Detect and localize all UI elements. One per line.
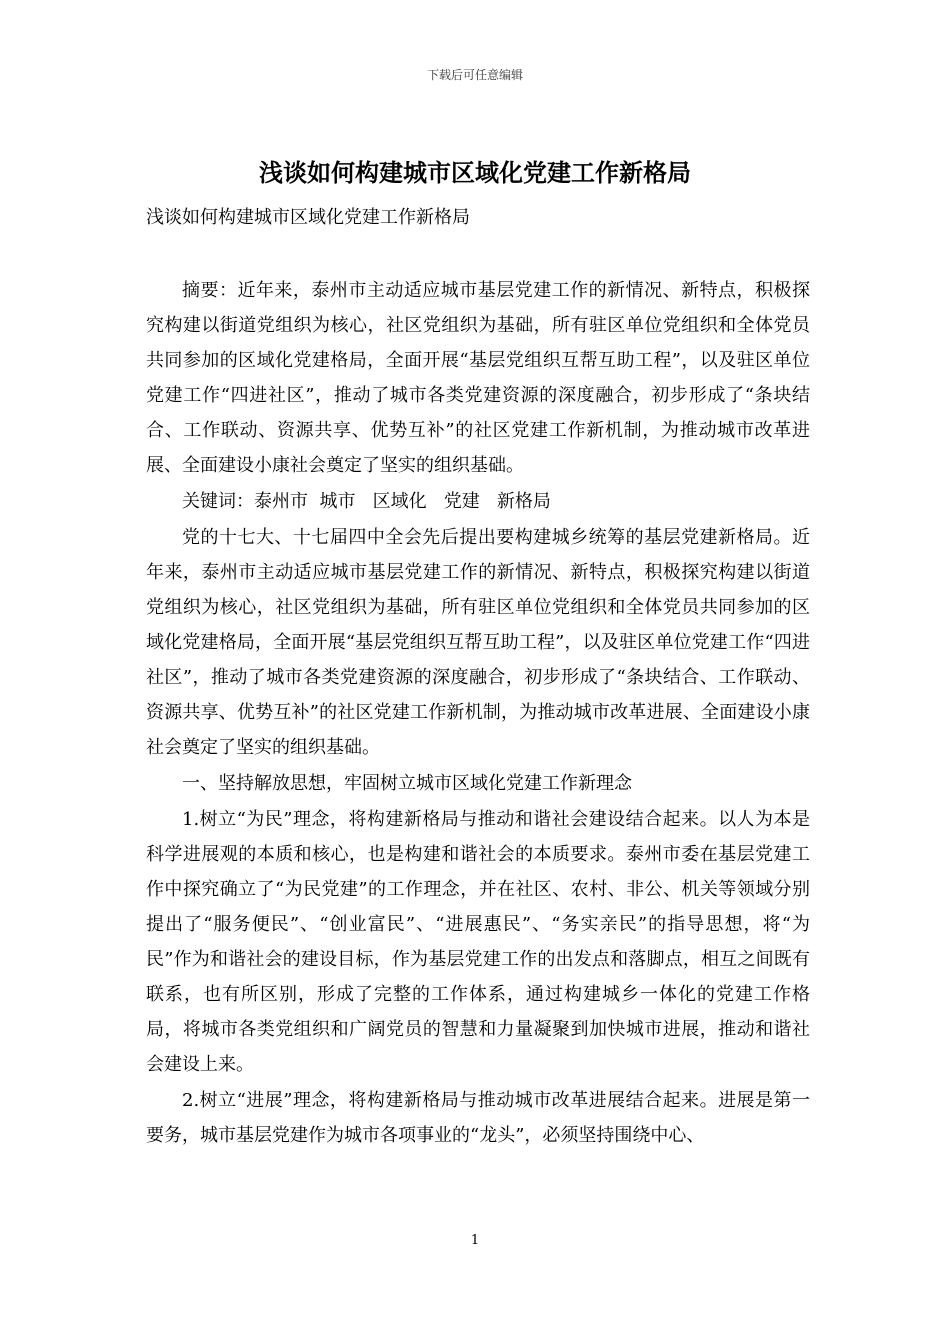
page-number: 1 xyxy=(470,1233,480,1248)
section-heading: 一、坚持解放思想，牢固树立城市区域化党建工作新理念 xyxy=(182,773,632,794)
keywords-paragraph: 关键词：泰州市 城市 区域化 党建 新格局 xyxy=(182,491,551,512)
intro-paragraph: 党的十七大、十七届四中全会先后提出要构建城乡统筹的基层党建新格局。近年来，泰州市主动适应城市基层党建工作的新情况、新特点，积极探究构建以街道党组织为核心，社区党组织为基础，所有驻区单位党组织和全体党员共同参加的区域化党建格局，全面开展“基层党组织互帮互助工程”，以及驻区单位党建工作“四进社区”，推动了城市各类党建资源的深度融合，初步形成了“条块结合、工作联动、资源共享、优势互补”的社区党建工作新机制，为推动城市改革进展、全面建设小康社会奠定了坚实的组织基础。 xyxy=(146,527,810,758)
body-paragraph: 2.树立“进展”理念，将构建新格局与推动城市改革进展结合起来。进展是第一要务，城市基层党建作为城市各项事业的“龙头”，必须坚持围绕中心、 xyxy=(146,1090,810,1146)
document-subtitle: 浅谈如何构建城市区域化党建工作新格局 xyxy=(146,207,470,228)
abstract-paragraph: 摘要：近年来，泰州市主动适应城市基层党建工作的新情况、新特点，积极探究构建以街道党组织为核心，社区党组织为基础，所有驻区单位党组织和全体党员共同参加的区域化党建格局，全面开展“基层党组织互帮互助工程”，以及驻区单位党建工作“四进社区”，推动了城市各类党建资源的深度融合，初步形成了“条块结合、工作联动、资源共享、优势互补”的社区党建工作新机制，为推动城市改革进展、全面建设小康社会奠定了坚实的组织基础。 xyxy=(146,280,810,476)
document-body xyxy=(146,273,810,1154)
document-title: 浅谈如何构建城市区域化党建工作新格局 xyxy=(259,158,691,187)
header-note: 下载后可任意编辑 xyxy=(426,68,523,82)
body-paragraph: 1.树立“为民”理念，将构建新格局与推动和谐社会建设结合起来。以人为本是科学进展观的本质和核心，也是构建和谐社会的本质要求。泰州市委在基层党建工作中探究确立了“为民党建”的工作理念，并在社区、农村、非公、机关等领域分别提出了“服务便民”、“创业富民”、“进展惠民”、“务实亲民”的指导思想，将“为民”作为和谐社会的建设目标，作为基层党建工作的出发点和落脚点，相互之间既有联系，也有所区别，形成了完整的工作体系，通过构建城乡一体化的党建工作格局，将城市各类党组织和广阔党员的智慧和力量凝聚到加快城市进展，推动和谐社会建设上来。 xyxy=(146,809,810,1075)
